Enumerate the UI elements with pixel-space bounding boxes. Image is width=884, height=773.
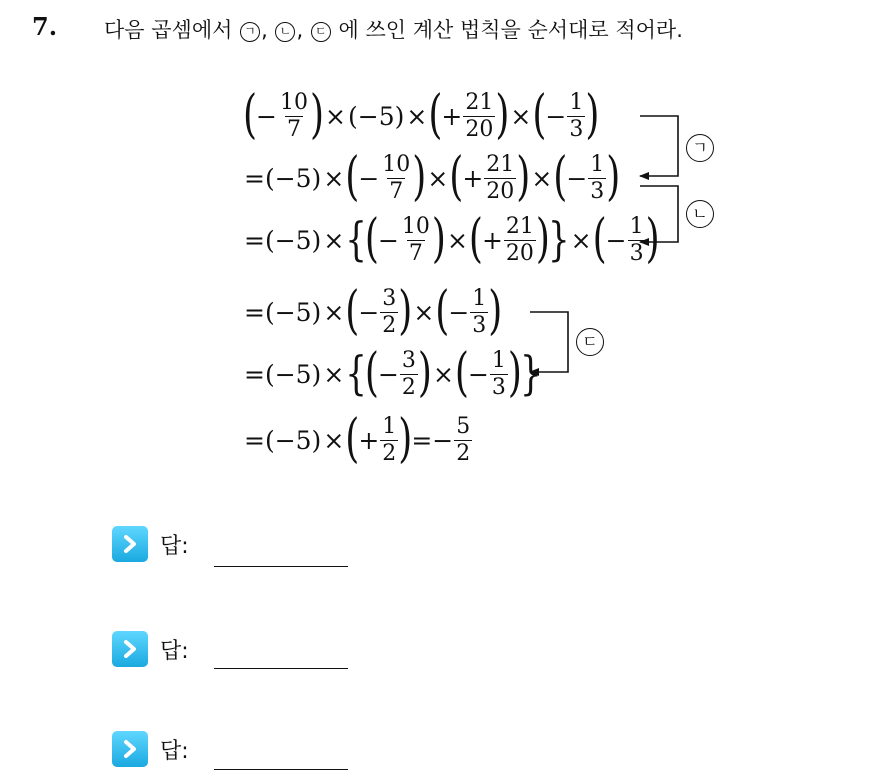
equation-line-4: = (−5) × ( − $\frac{3}{2}$ ) × ( − $\frac{1}{3}$ ) <box>244 281 503 341</box>
fraction: $\frac{10}{7}$ <box>280 89 308 142</box>
mark-b: ㄴ <box>275 22 295 42</box>
fraction: $\frac{5}{2}$ <box>456 413 471 466</box>
mark-c: ㄷ <box>311 22 331 42</box>
fraction: $\frac{1}{3}$ <box>629 213 644 266</box>
step-label-b: ㄴ <box>686 200 714 228</box>
chevron-right-icon <box>112 631 148 667</box>
answer-row-1 <box>112 524 189 564</box>
arrow-step-b <box>640 186 678 242</box>
prompt-post: 에 쓰인 계산 법칙을 순서대로 적어라. <box>338 18 683 42</box>
fraction: $\frac{1}{3}$ <box>569 89 584 142</box>
equation-line-5: = (−5) × { ( − $\frac{3}{2}$ ) × ( − $\frac{1}{3}$ ) } <box>244 343 542 403</box>
fraction: $\frac{10}{7}$ <box>382 151 411 204</box>
fraction: $\frac{3}{2}$ <box>382 285 397 338</box>
equation-line-2: = (−5) × ( − $\frac{10}{7}$ ) × ( + $\frac{21}{20}$ ) × ( − $\frac{1}{3}$ ) <box>244 147 621 207</box>
answer-input-2[interactable] <box>214 668 348 669</box>
step-label-c: ㄷ <box>576 328 604 356</box>
arrow-step-a <box>640 116 678 176</box>
answer-label: 답: <box>160 738 189 764</box>
question-prompt: 다음 곱셈에서 ㄱ , ㄴ , ㄷ 에 쓰인 계산 법칙을 순서대로 적어라. <box>104 18 683 42</box>
arrow-step-c <box>530 312 568 372</box>
chevron-right-icon <box>112 731 148 767</box>
equation-line-3: = (−5) × { ( − $\frac{10}{7}$ ) × ( + $\frac{21}{20}$ ) } × ( − $\frac{1}{3}$ ) <box>244 209 660 269</box>
answer-label: 답: <box>160 533 189 559</box>
prompt-pre: 다음 곱셈에서 <box>104 18 233 42</box>
answer-input-3[interactable] <box>214 769 348 770</box>
equation-line-1: ( − $\frac{10}{7}$ ) × (−5) × ( + $\frac{21}{20}$ ) × ( − $\frac{1}{3}$ ) <box>243 85 600 145</box>
answer-input-1[interactable] <box>214 566 348 567</box>
mark-a: ㄱ <box>240 22 260 42</box>
fraction: $\frac{21}{20}$ <box>465 89 494 142</box>
fraction: $\frac{3}{2}$ <box>401 347 416 400</box>
fraction: $\frac{21}{20}$ <box>486 151 515 204</box>
answer-label: 답: <box>160 638 189 664</box>
fraction: $\frac{10}{7}$ <box>401 213 430 266</box>
question-number: 7. <box>32 12 58 41</box>
chevron-right-icon <box>112 526 148 562</box>
step-label-a: ㄱ <box>686 134 714 162</box>
fraction: $\frac{1}{2}$ <box>382 413 397 466</box>
fraction: $\frac{1}{3}$ <box>491 347 506 400</box>
fraction: $\frac{21}{20}$ <box>505 213 534 266</box>
answer-row-3 <box>112 729 189 769</box>
equation-line-6: = (−5) × ( + $\frac{1}{2}$ ) = − $\frac{5}{2}$ <box>244 409 471 469</box>
fraction: $\frac{1}{3}$ <box>472 285 487 338</box>
fraction: $\frac{1}{3}$ <box>590 151 605 204</box>
answer-row-2 <box>112 629 189 669</box>
